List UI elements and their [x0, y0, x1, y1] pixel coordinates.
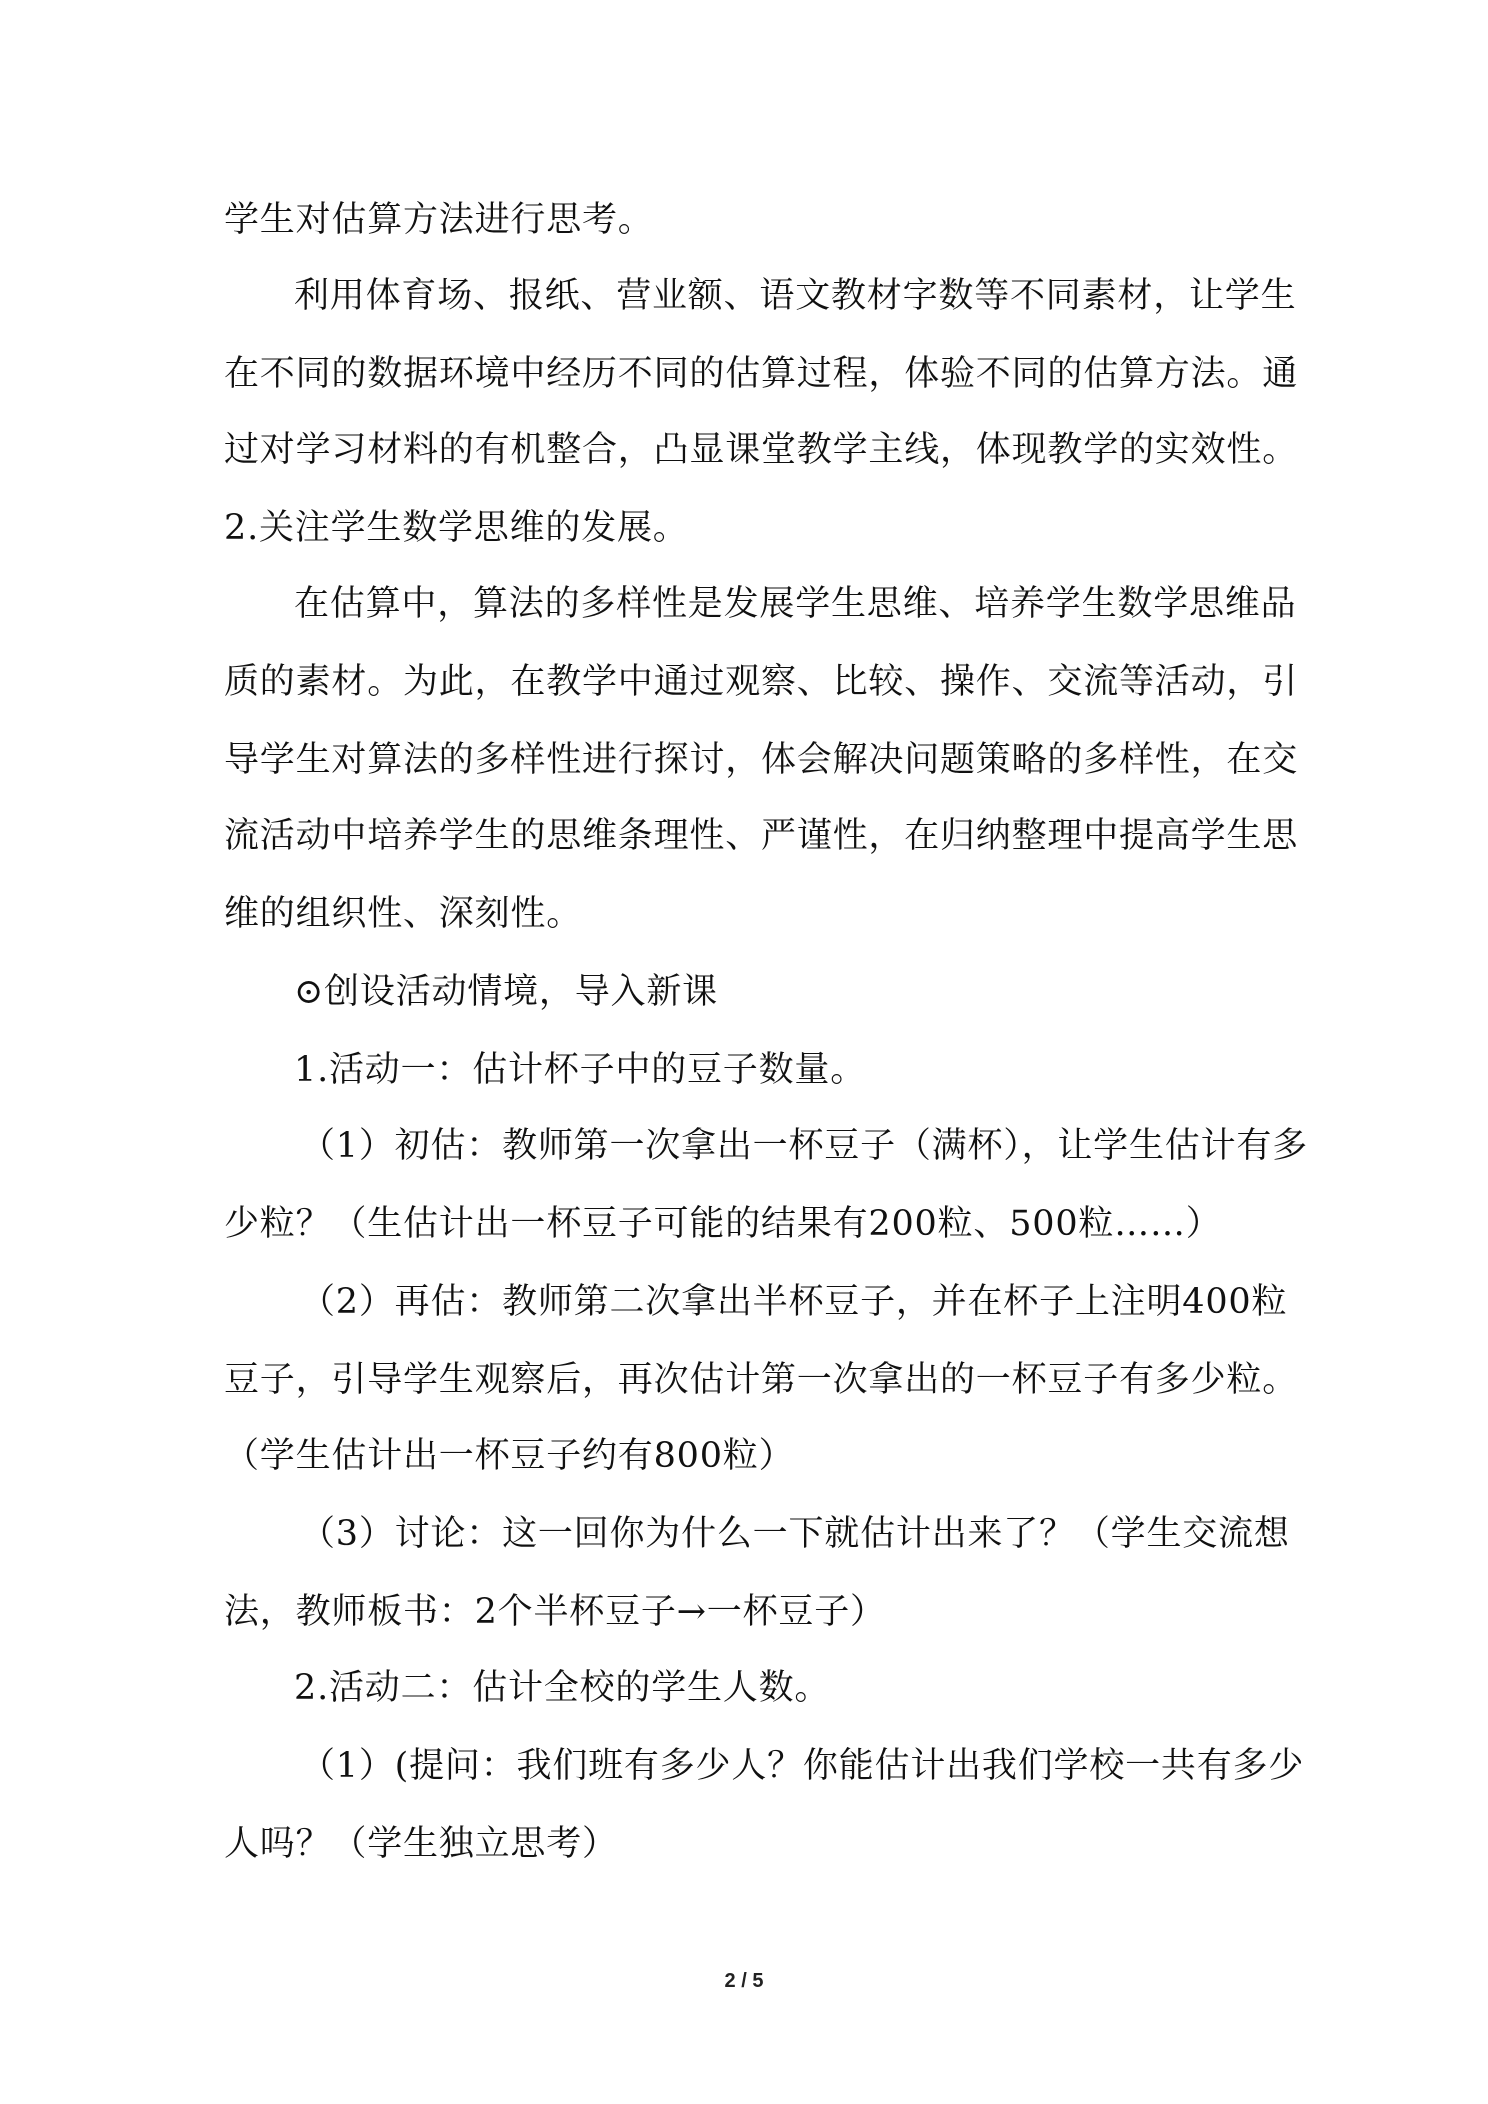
section-heading: ⊙创设活动情境，导入新课	[294, 972, 718, 1012]
paragraph-line: 导学生对算法的多样性进行探讨，体会解决问题策略的多样性，在交	[224, 740, 1299, 780]
paragraph-line: 在不同的数据环境中经历不同的估算过程，体验不同的估算方法。通	[224, 354, 1299, 394]
paragraph-line: 法，教师板书：2个半杯豆子→一杯豆子）	[224, 1592, 886, 1632]
paragraph-line: （3）讨论：这一回你为什么一下就估计出来了？（学生交流想	[300, 1514, 1290, 1554]
paragraph-line: （2）再估：教师第二次拿出半杯豆子，并在杯子上注明400粒	[300, 1282, 1288, 1322]
paragraph-line: （学生估计出一杯豆子约有800粒）	[224, 1436, 795, 1476]
paragraph-line: 在估算中，算法的多样性是发展学生思维、培养学生数学思维品	[294, 584, 1297, 624]
paragraph-line: 流活动中培养学生的思维条理性、严谨性，在归纳整理中提高学生思	[224, 816, 1299, 856]
paragraph-line: 维的组织性、深刻性。	[224, 894, 583, 934]
paragraph-line: （1）(提问：我们班有多少人？你能估计出我们学校一共有多少	[300, 1746, 1305, 1786]
activity-heading: 2.活动二：估计全校的学生人数。	[294, 1668, 831, 1708]
paragraph-line: 过对学习材料的有机整合，凸显课堂教学主线，体现教学的实效性。	[224, 430, 1299, 470]
activity-heading: 1.活动一：估计杯子中的豆子数量。	[294, 1050, 866, 1090]
paragraph-line: 人吗？（学生独立思考）	[224, 1824, 618, 1864]
section-heading: 2.关注学生数学思维的发展。	[224, 508, 689, 548]
page-number: 2 / 5	[724, 1970, 764, 1992]
paragraph-line: （1）初估：教师第一次拿出一杯豆子（满杯），让学生估计有多	[300, 1126, 1308, 1166]
paragraph-line: 学生对估算方法进行思考。	[224, 200, 654, 240]
paragraph-line: 豆子，引导学生观察后，再次估计第一次拿出的一杯豆子有多少粒。	[224, 1360, 1299, 1400]
paragraph-line: 质的素材。为此，在教学中通过观察、比较、操作、交流等活动，引	[224, 662, 1299, 702]
paragraph-line: 少粒？（生估计出一杯豆子可能的结果有200粒、500粒……）	[224, 1204, 1222, 1244]
paragraph-line: 利用体育场、报纸、营业额、语文教材字数等不同素材，让学生	[294, 276, 1297, 316]
